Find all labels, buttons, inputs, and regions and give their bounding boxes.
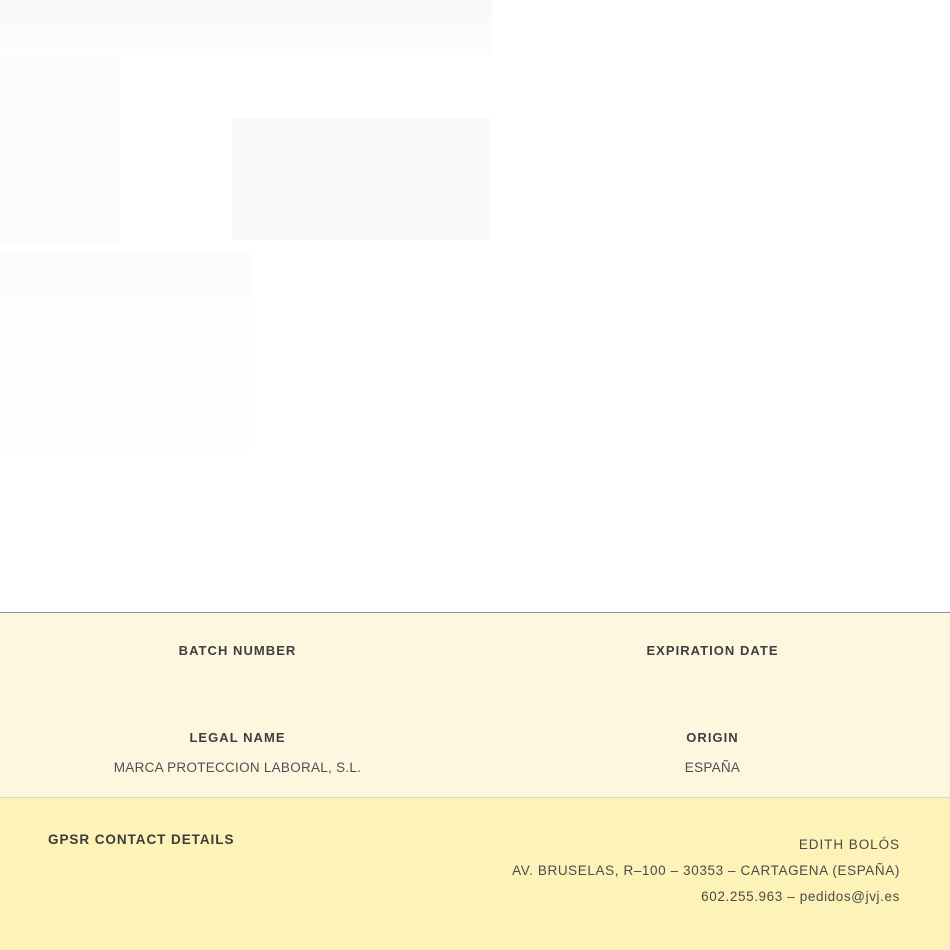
gpsr-contact-title: GPSR CONTACT DETAILS — [48, 832, 235, 847]
field-label-expiration-date: EXPIRATION DATE — [646, 643, 779, 658]
gpsr-contact-phone-email: 602.255.963 – pedidos@jvj.es — [701, 889, 900, 905]
field-label-origin: ORIGIN — [686, 730, 739, 745]
field-legal-name — [0, 705, 475, 797]
faint-artwork-center — [232, 118, 490, 240]
faint-artwork-left — [0, 56, 120, 246]
field-expiration-date — [475, 613, 950, 705]
gpsr-contact-band — [0, 798, 950, 950]
field-batch-number — [0, 613, 475, 705]
gpsr-contact-address: AV. BRUSELAS, R–100 – 30353 – CARTAGENA (ESPAÑA) — [512, 863, 900, 879]
gpsr-contact-person: EDITH BOLÓS — [798, 837, 900, 852]
product-info-band — [0, 613, 950, 797]
field-value-legal-name: MARCA PROTECCION LABORAL, S.L. — [113, 759, 362, 775]
field-value-origin: ESPAÑA — [684, 759, 741, 775]
field-label-legal-name: LEGAL NAME — [189, 730, 286, 745]
field-label-batch-number: BATCH NUMBER — [178, 643, 297, 658]
product-info-grid — [0, 613, 950, 797]
faint-artwork-lower-left — [0, 250, 250, 480]
gpsr-contact-lines — [512, 832, 900, 910]
faint-artwork-top — [0, 0, 492, 56]
field-origin — [475, 705, 950, 797]
